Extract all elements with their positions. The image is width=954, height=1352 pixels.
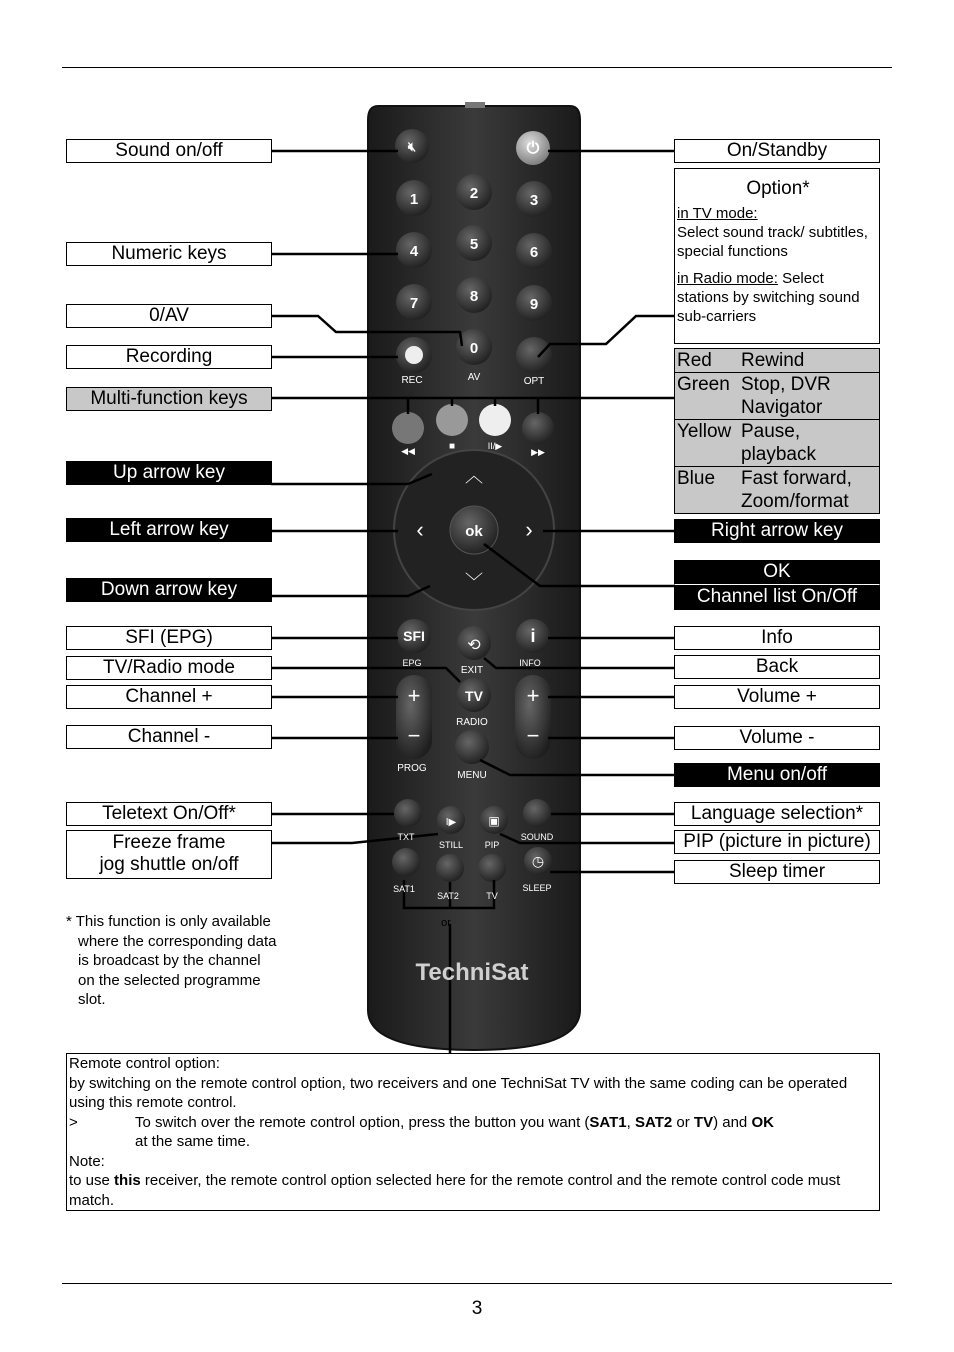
digit-key-label: 7 xyxy=(409,295,419,312)
label-channel-list: Channel list On/Off xyxy=(674,585,880,610)
label-up-arrow-key: Up arrow key xyxy=(66,461,272,485)
mute-icon: 🔇︎ xyxy=(407,139,417,154)
label-ok: OK xyxy=(674,560,880,585)
label-channel-plus: Channel + xyxy=(66,685,272,709)
remote-key-label-info: INFO xyxy=(519,658,541,668)
page-number: 3 xyxy=(471,1298,483,1319)
step-ok: OK xyxy=(751,1113,774,1131)
exit-loop-icon: ⟲ xyxy=(467,637,481,654)
digit-key-label: 5 xyxy=(469,236,479,253)
multi-function-action: Pause, playback xyxy=(741,421,816,465)
step-bullet: > xyxy=(69,1113,78,1131)
remote-key-label-sat2: SAT2 xyxy=(437,891,459,901)
step-text-c: at the same time. xyxy=(135,1133,251,1150)
plus-icon: + xyxy=(407,683,421,708)
fast-forward-icon: ▶▶ xyxy=(531,447,545,457)
right-chevron-icon: › xyxy=(525,517,533,542)
multi-function-table xyxy=(674,348,880,514)
remote-key-label-tv: TV xyxy=(465,688,483,704)
remote-key-label-sat1: SAT1 xyxy=(393,884,415,894)
remote-key-label-pip: PIP xyxy=(484,840,500,850)
multi-function-action: Rewind xyxy=(741,350,805,371)
remote-key-label-sleep: SLEEP xyxy=(522,883,552,893)
digit-key-label: 1 xyxy=(409,191,419,208)
remote-key-label-rec: REC xyxy=(401,375,423,386)
stop-icon: ■ xyxy=(448,441,456,452)
minus-icon: − xyxy=(526,723,540,748)
label-multi-function-keys: Multi-function keys xyxy=(66,387,272,411)
remote-option-box xyxy=(66,1053,880,1211)
step-sat2: SAT2 xyxy=(634,1113,673,1131)
multi-function-row xyxy=(675,373,879,420)
remote-key-label-sfi: SFI xyxy=(403,628,425,644)
remote-option-heading: Remote control option: xyxy=(69,1055,220,1072)
remote-key-label-ok: ok xyxy=(465,523,483,540)
left-chevron-icon: ‹ xyxy=(416,517,424,542)
radio-mode-label: in Radio mode: xyxy=(677,270,778,287)
multi-function-row xyxy=(675,420,879,467)
radio-mode-text: Select stations by switching sound sub-carriers xyxy=(677,270,860,325)
label-volume-plus: Volume + xyxy=(674,685,880,709)
remote-key-label-still: STILL xyxy=(438,840,464,850)
remote-key-label-prog: PROG xyxy=(397,763,427,774)
digit-key-label: 9 xyxy=(529,296,539,313)
label-tv-radio-mode: TV/Radio mode xyxy=(66,656,272,680)
remote-option-intro: by switching on the remote control option, two receivers and one TechniSat TV with the same coding can be operated using this remote control. xyxy=(69,1074,848,1111)
note-label: Note: xyxy=(69,1152,105,1170)
label-volume-minus: Volume - xyxy=(674,726,880,750)
digit-key-label: 4 xyxy=(409,243,419,260)
pip-icon: ▣ xyxy=(488,814,500,828)
remote-option-step xyxy=(69,1113,877,1152)
label-on-standby: On/Standby xyxy=(674,139,880,163)
label-language-selection: Language selection* xyxy=(674,802,880,826)
step-text-b: ) and xyxy=(713,1113,752,1131)
multi-function-color: Yellow xyxy=(677,421,732,442)
label-back: Back xyxy=(674,655,880,679)
plus-icon: + xyxy=(526,683,540,708)
remote-key-label-av: AV xyxy=(467,372,481,383)
step-sat1: SAT1 xyxy=(589,1113,627,1131)
tv-mode-label: in TV mode: xyxy=(677,205,758,222)
remote-key-label-epg: EPG xyxy=(402,658,422,668)
step-text xyxy=(135,1113,774,1152)
step-sep1: , xyxy=(626,1113,635,1131)
digit-key-label: 6 xyxy=(529,244,539,261)
label-teletext: Teletext On/Off* xyxy=(66,802,272,826)
up-chevron-icon: ︿ xyxy=(465,466,483,486)
option-title: Option* xyxy=(746,178,810,199)
label-sound-on-off: Sound on/off xyxy=(66,139,272,163)
label-info: Info xyxy=(674,626,880,650)
note-text xyxy=(69,1171,877,1210)
digit-key-label: 3 xyxy=(529,192,539,209)
clock-icon: ◷ xyxy=(531,853,545,869)
remote-key-label-radio: RADIO xyxy=(456,717,488,728)
label-numeric-keys: Numeric keys xyxy=(66,242,272,266)
tv-mode-text: Select sound track/ subtitles, special functions xyxy=(677,224,868,260)
note-text-a: to use xyxy=(69,1172,115,1189)
label-down-arrow-key: Down arrow key xyxy=(66,578,272,602)
note-bold: this xyxy=(114,1172,141,1189)
step-text-a: To switch over the remote control option, press the button you want ( xyxy=(135,1113,590,1131)
or-label: or xyxy=(441,917,451,929)
remote-key-label-exit: EXIT xyxy=(460,665,484,676)
step-sep2: or xyxy=(672,1113,694,1131)
label-left-arrow-key: Left arrow key xyxy=(66,518,272,542)
option-box xyxy=(674,168,880,344)
multi-function-row xyxy=(675,467,879,513)
minus-icon: − xyxy=(407,723,421,748)
label-channel-minus: Channel - xyxy=(66,725,272,749)
still-play-icon: I▶ xyxy=(445,817,457,828)
label-zero-av: 0/AV xyxy=(66,304,272,328)
multi-function-color: Red xyxy=(677,350,712,371)
footnote: * This function is only available where the corresponding data is broadcast by the channel on the selected programme slot. xyxy=(66,913,277,1009)
digit-key-label: 0 xyxy=(469,340,479,357)
remote-key-label-txt: TXT xyxy=(397,832,415,842)
label-freeze-frame-line1: Freeze frame xyxy=(112,832,226,853)
multi-function-action: Stop, DVR Navigator xyxy=(741,374,831,418)
remote-key-label-menu: MENU xyxy=(457,770,487,781)
remote-key-label-tvkey: TV xyxy=(486,891,498,901)
remote-key-label-sound: SOUND xyxy=(520,832,554,842)
multi-function-color: Blue xyxy=(677,468,716,489)
label-recording: Recording xyxy=(66,345,272,369)
power-icon: ⏻ xyxy=(526,140,540,157)
digit-key-label: 8 xyxy=(469,288,479,305)
rewind-icon: ◀◀ xyxy=(401,446,415,456)
note-text-b: receiver, the remote control option selected here for the remote control and the remote control code must match. xyxy=(69,1172,841,1209)
multi-function-color: Green xyxy=(677,374,730,395)
label-freeze-frame xyxy=(66,830,272,879)
label-sleep-timer: Sleep timer xyxy=(674,860,880,884)
brand-logo: TechniSat xyxy=(415,959,529,986)
down-chevron-icon: ﹀ xyxy=(465,572,483,592)
label-right-arrow-key: Right arrow key xyxy=(674,519,880,543)
label-menu-on-off: Menu on/off xyxy=(674,763,880,787)
pause-play-icon: II/▶ xyxy=(487,441,503,451)
multi-function-action: Fast forward, Zoom/format xyxy=(741,468,852,512)
label-sfi-epg: SFI (EPG) xyxy=(66,626,272,650)
remote-key-label-i: i xyxy=(530,626,536,646)
remote-key-label-opt: OPT xyxy=(523,376,545,387)
label-pip: PIP (picture in picture) xyxy=(674,830,880,854)
digit-key-label: 2 xyxy=(469,185,479,202)
step-tv: TV xyxy=(693,1113,714,1131)
multi-function-row xyxy=(675,349,879,373)
label-freeze-frame-line2: jog shuttle on/off xyxy=(99,854,239,875)
